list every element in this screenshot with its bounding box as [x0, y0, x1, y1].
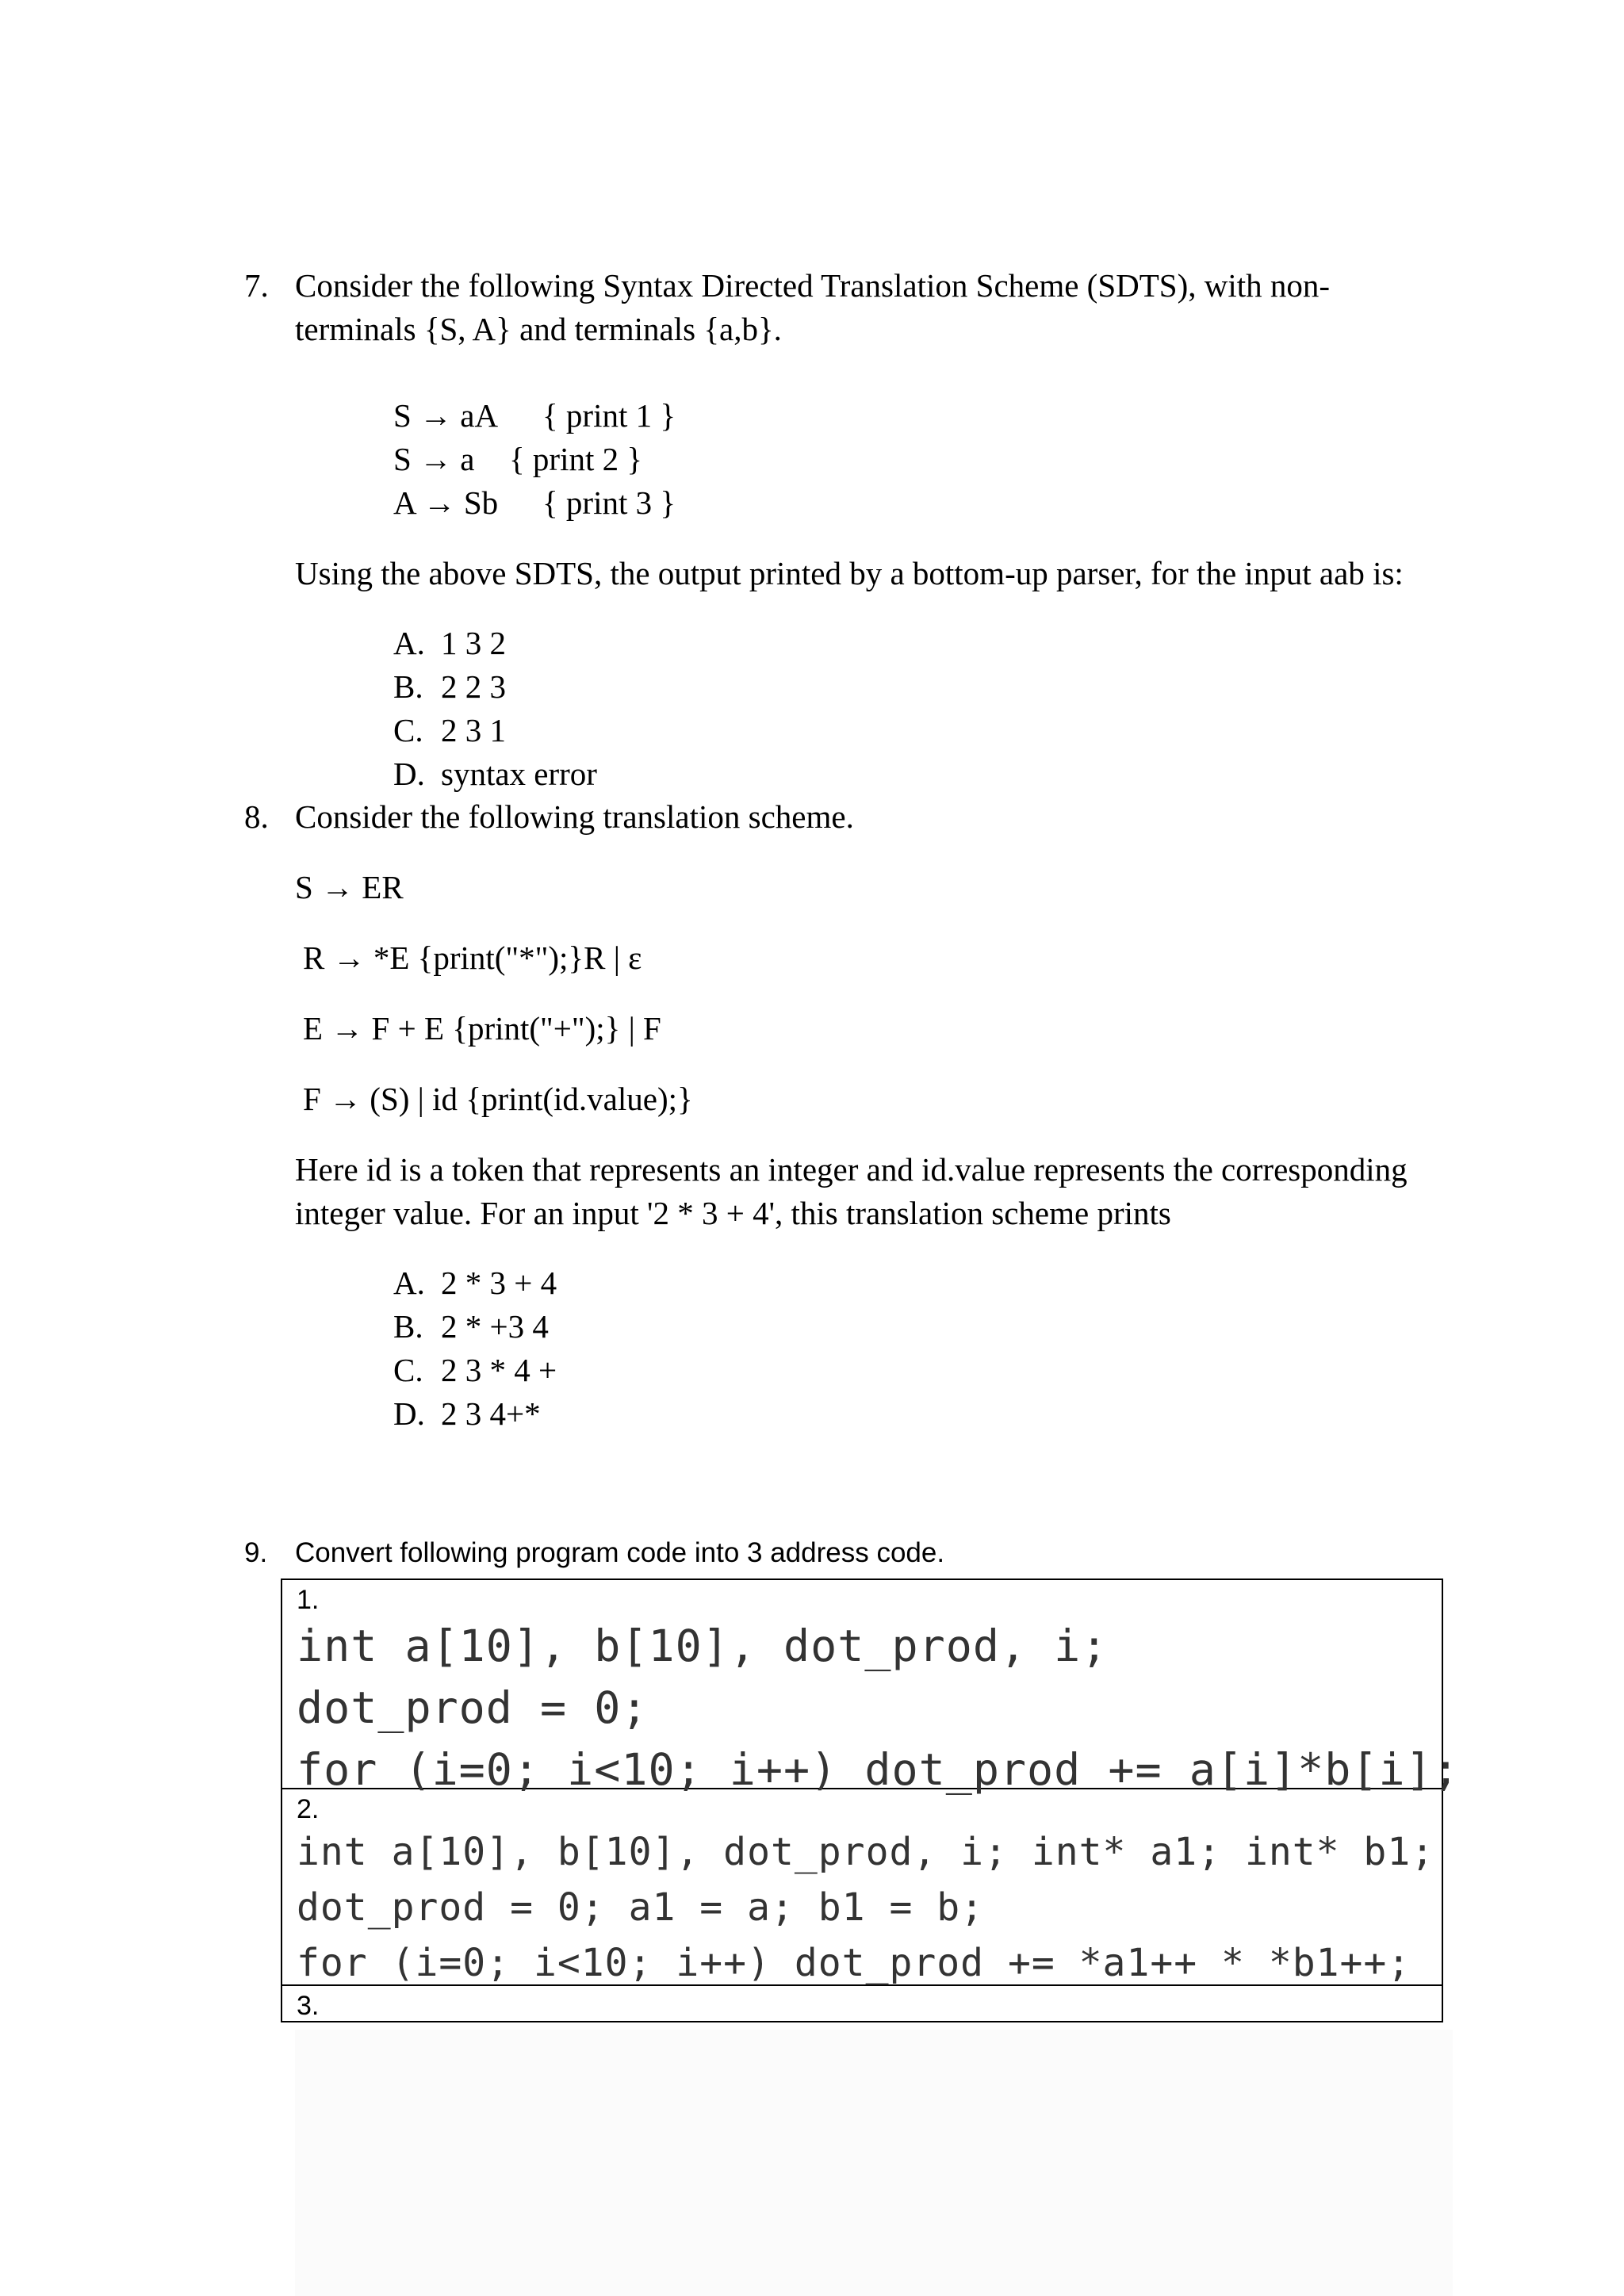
code-table: [281, 1578, 1460, 2022]
option-letter: C.: [393, 1352, 423, 1388]
option-letter: D.: [393, 1395, 425, 1432]
code-line: for (i=0; i<10; i++) dot_prod += *a1++ * *b1++;: [297, 1941, 1411, 1985]
question-7-line-2: terminals {S, A} and terminals {a,b}.: [295, 311, 782, 347]
option-text: syntax error: [441, 756, 597, 792]
grammar-rule: E → F + E {print("+");} | F: [303, 1010, 661, 1047]
grammar-rule: F → (S) | id {print(id.value);}: [303, 1081, 693, 1117]
question-8-note-line-1: Here id is a token that represents an integer and id.value represents the corresponding: [295, 1151, 1408, 1188]
code-cell-3: [282, 1986, 1442, 2021]
option-a: [393, 622, 506, 665]
option-a: [393, 1261, 557, 1305]
option-text: 2 * 3 + 4: [441, 1265, 557, 1301]
grammar-rule: R → *E {print("*");}R | ε: [303, 939, 642, 976]
production-action: { print 2 }: [509, 441, 643, 477]
production-lhs: S → a: [393, 441, 475, 477]
option-letter: B.: [393, 1308, 423, 1345]
option-b: [393, 665, 506, 709]
option-text: 2 3 4+*: [441, 1395, 541, 1432]
option-d: [393, 752, 597, 796]
option-d: [393, 1392, 541, 1436]
option-letter: A.: [393, 625, 425, 661]
code-line: dot_prod = 0;: [297, 1682, 649, 1733]
option-letter: A.: [393, 1265, 425, 1301]
option-letter: C.: [393, 712, 423, 748]
option-text: 2 3 1: [441, 712, 506, 748]
code-cell-2: [282, 1789, 1442, 1986]
code-cell-1: [282, 1580, 1460, 1795]
option-text: 1 3 2: [441, 625, 506, 661]
production-rule: [393, 394, 676, 438]
cell-number: 2.: [297, 1794, 320, 1824]
question-9-number: 9.: [244, 1537, 268, 1568]
code-line: int a[10], b[10], dot_prod, i;: [297, 1621, 1109, 1671]
code-line: dot_prod = 0; a1 = a; b1 = b;: [297, 1885, 985, 1930]
option-text: 2 2 3: [441, 668, 506, 705]
cell-number: 1.: [297, 1585, 320, 1615]
code-line: int a[10], b[10], dot_prod, i; int* a1; int* b1;: [297, 1830, 1435, 1874]
option-text: 2 3 * 4 +: [441, 1352, 557, 1388]
option-letter: B.: [393, 668, 423, 705]
question-7-line-1: Consider the following Syntax Directed Translation Scheme (SDTS), with non-: [295, 267, 1331, 304]
question-7-prompt: Using the above SDTS, the output printed by a bottom-up parser, for the input aab is:: [295, 555, 1404, 591]
question-8-intro: Consider the following translation scheme.: [295, 798, 854, 835]
production-rule: [393, 481, 676, 525]
grammar-rule: S → ER: [295, 869, 404, 905]
production-action: { print 3 }: [542, 484, 676, 521]
option-c: [393, 709, 506, 752]
page-shade: [295, 2030, 1453, 2296]
cell-number: 3.: [297, 1991, 320, 2021]
production-lhs: S → aA: [393, 397, 499, 434]
production-action: { print 1 }: [542, 397, 676, 434]
production-rule: [393, 438, 643, 481]
question-8-note-line-2: integer value. For an input '2 * 3 + 4', this translation scheme prints: [295, 1195, 1171, 1231]
question-8-number: 8.: [244, 798, 269, 835]
option-letter: D.: [393, 756, 425, 792]
code-line: for (i=0; i<10; i++) dot_prod += a[i]*b[i];: [297, 1744, 1460, 1795]
question-9-text: Convert following program code into 3 address code.: [295, 1537, 945, 1568]
option-text: 2 * +3 4: [441, 1308, 549, 1345]
question-7-number: 7.: [244, 267, 269, 304]
option-b: [393, 1305, 549, 1349]
option-c: [393, 1349, 557, 1392]
production-lhs: A → Sb: [393, 484, 499, 521]
